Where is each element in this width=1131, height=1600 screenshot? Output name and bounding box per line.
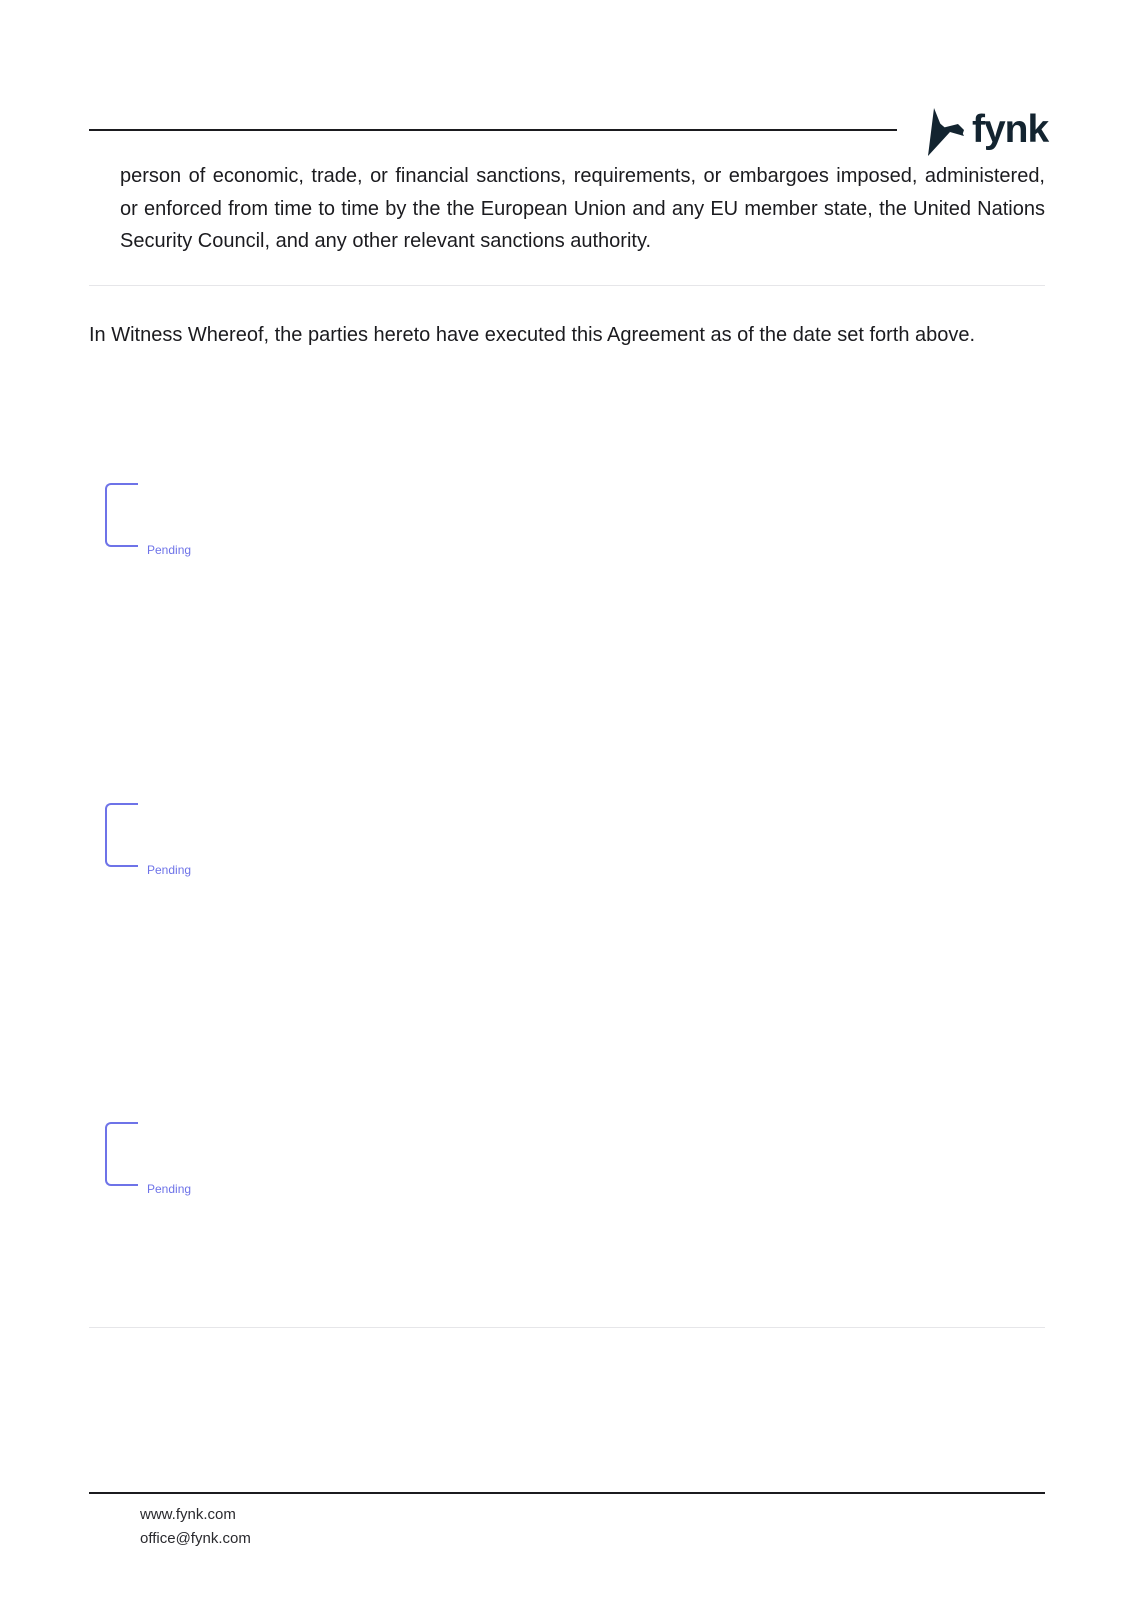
signature-field-2[interactable] bbox=[105, 803, 225, 883]
header-rule bbox=[89, 129, 897, 131]
signature-status: Pending bbox=[147, 1182, 192, 1196]
section-divider bbox=[89, 285, 1045, 286]
clause-paragraph: person of economic, trade, or financial sanctions, requirements, or embargoes imposed, administered, or enforced from time to time by the the European Union and any EU member state, the United Nations Security Council, and any other relevant sanctions authority. bbox=[120, 165, 1045, 252]
signature-field-1[interactable] bbox=[105, 483, 225, 563]
section-divider bbox=[89, 1327, 1045, 1328]
footer-rule bbox=[89, 1492, 1045, 1494]
fynk-logo bbox=[920, 104, 1050, 160]
bird-icon bbox=[920, 106, 966, 158]
signature-bracket bbox=[105, 1122, 138, 1186]
footer-website[interactable]: www.fynk.com bbox=[140, 1506, 236, 1523]
witness-paragraph: In Witness Whereof, the parties hereto have executed this Agreement as of the date set forth above. bbox=[89, 324, 976, 346]
logo-wordmark: fynk bbox=[972, 108, 1049, 151]
signature-bracket bbox=[105, 803, 138, 867]
signature-field-3[interactable] bbox=[105, 1122, 225, 1202]
signature-bracket bbox=[105, 483, 138, 547]
signature-status: Pending bbox=[147, 543, 192, 557]
signature-status: Pending bbox=[147, 863, 192, 877]
footer-email[interactable]: office@fynk.com bbox=[140, 1530, 251, 1547]
